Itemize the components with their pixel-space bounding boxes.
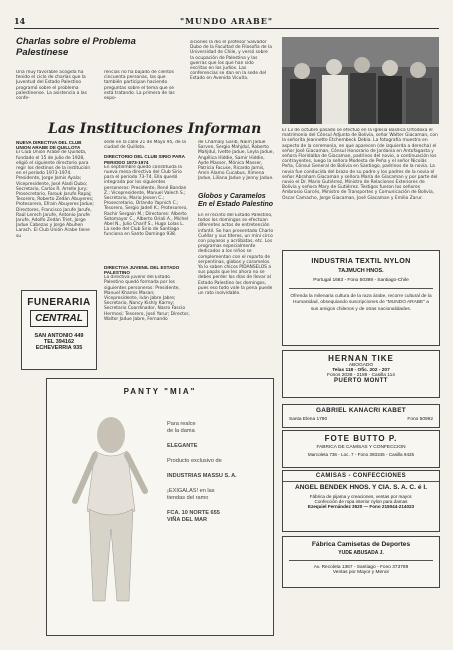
bendek-name: ANGEL BENDEK HNOS. Y CIA. S. A. C. é I.: [294, 484, 428, 491]
club-quillota-body-cont: sede en la calle 21 de Mayo 95, de la ciudad de Quillota.: [104, 140, 186, 151]
funeraria-name: FUNERARIA: [27, 297, 91, 308]
charlas-article: [16, 36, 272, 118]
fote-butto-ad: [282, 430, 440, 468]
club-sirio-body: En septiembre quedó constituida la nueva mesa directiva del Club Sirio para el período 73-74. Ella quedó integrada por los siguientes personeros: Presidente, René Bandan Z.; Vicepresidente, Manuel Valech S.; Secretario, Mario Jessen C.; Prosecretario, Orlando Yapnich C.; Tesorero, Sergio Jadell K.; Protesorero, Rachir Sergain M.; Directores: Alberto Sotomayor C., Alberto Oriali A., Michel Abel N., Julio Charif S., Hugo Lolas L. La sede del Club Sirio de Santiago funciona en Santo Domingo 938.: [104, 164, 189, 238]
panty-line-7: tiendas del ramo: [167, 495, 209, 501]
deportes-line-2: Ventas por Mayor y Menor: [332, 570, 390, 575]
funeraria-ad: [21, 290, 97, 370]
funeraria-address: SAN ANTONIO 449: [34, 333, 84, 339]
funeraria-subname: CENTRAL: [30, 310, 88, 327]
photo-caption: El 13 de octubre pasado se efectuó en la Iglesia Basílica Ortodoxa el matrimonio del Cónsul Adjunto de Bolivia, señor Walter Giacaman, con la señorita Jeannette Etchembeck Debia. La fotografía muestra en aspecto de la ceremonia, en que aparecen (de izquierda a derecha) el señor José Giacaman, Cónsul Honorario de Jordania en Antofagasta y señora Floridalba de Giacaman, padrinos del novio, a continuación los contrayentes, luego la señora Modesta de Peña y el señor Nicolás Peña, Cónsul General de Bolivia en Santiago, padrinos de la novia. La novia fue conducida del brazo de su padre y los padres de la novia el señor Abraham Giacaman y señora María de Giacaman y por parte del novio el Dr. Mario Gutiérrez, Ministro de Relaciones Exteriores de Bolivia y señora Mary de Gutiérrez. Testigos fueron los señores Ambrosio Garcés, Ministro de Transportes y Comunicación de Bolivia, Oscar Camacho, Jorge Giacaman, José Giacaman y Emilio Zarur.: [282, 128, 438, 201]
textil-nylon-ad: [282, 250, 440, 346]
page-number: 14: [14, 16, 26, 26]
tike-city: PUERTO MONTT: [334, 378, 388, 384]
panty-mia-ad: [46, 378, 274, 636]
club-sirio-heading: DIRECTORIO DEL CLUB SIRIO PARA PERIODO 1973-1974: [104, 154, 185, 165]
deportes-ad: [282, 536, 440, 588]
charlas-col2: rencias no ha bajado de cientos cincuenta personas, las que también participan haciendo preguntas sobre el tema que se está tratando. La primera de las expo-: [104, 70, 175, 102]
juvenil-members-cont: de Chamaly Garib, Naim Jadue Sarven, Sergio Mahjdul, Roberto Mahjdul, Ivette Jadue, Leyla Jadue, Angélica Hiddie, Samir Hiddie, Ayde Masser, Mónica Masser, Patricia Facuse, Ricardo Jamis, Amín Alamo Cucabus, Ximena Jadue, Liliana Jadue y Jenny Jadue.: [198, 140, 274, 182]
page-header: [14, 14, 439, 29]
charlas-col1: Una muy favorable acogida ha tenido el ciclo de charlas que la Juventud del Estado Palestino programó sobre el problema palestinense. La asistencia a las confe-: [16, 70, 87, 102]
deportes-divider: [289, 560, 433, 561]
globos-heading: Globos y Caramelos En el Estado Palestino: [198, 193, 274, 208]
deportes-line-1: Av. Recoleta 1367 - Santiago - Fono 373789: [313, 565, 409, 570]
camisas-title: CAMISAS - CONFECCIONES: [283, 473, 439, 482]
funeraria-phone: TEL 394162: [43, 339, 75, 345]
panty-line-1: Para realce: [167, 421, 196, 427]
hernan-tike-ad: [282, 350, 440, 398]
textil-title: INDUSTRIA TEXTIL NYLON: [311, 256, 411, 265]
deportes-subtitle: YUDE ABUSADA J.: [338, 550, 384, 556]
instituciones-col1: [16, 140, 96, 288]
tike-phone: Telas 118 - Ofic. 202 - 207: [332, 368, 390, 373]
panty-title: PANTY "MIA": [123, 387, 197, 396]
instituciones-title: Las Instituciones Informan: [48, 121, 262, 137]
panty-text: [167, 421, 271, 524]
tike-name: HERNAN TIKE: [328, 354, 394, 363]
instituciones-col2: [104, 140, 190, 380]
textil-address: Portugal 1683 - Fono 50398 - Santiago-Chile: [313, 278, 409, 283]
bendek-line-1: Fábrica de pijama y creaciones, ventas por mayor.: [309, 493, 413, 499]
tike-title: ABOGADO: [348, 363, 374, 368]
bendek-line-3: Ezequiel Fernández 3520 — Fono 215044-214023: [307, 503, 415, 509]
funeraria-address2: ECHEVERRIA 935: [35, 345, 83, 351]
fote-name: FOTE BUTTO P.: [324, 434, 398, 443]
wedding-photo: [282, 37, 439, 124]
fote-line-1: FABRICA DE CAMISAS Y CONFECCION: [316, 445, 406, 450]
panty-line-2: de la dama: [167, 428, 195, 434]
panty-line-8: FCA. 10 NORTE 655: [167, 510, 220, 516]
kanacri-ad: [282, 404, 440, 428]
textil-divider: [289, 288, 433, 289]
panty-line-6: ¡EXIGALAS! en las: [167, 488, 215, 494]
instituciones-col3: [198, 140, 276, 378]
club-quillota-body: El Club Unión Arabe de Quillota, fundado el 15 de julio de 1928, eligió el siguiente directorio para regir los destinos de la institución en el período 1973-1974. Presidente, Jorge Jamis Ayala; Vicepresidente, José Aladi Dubo; Secretario, Carlos R. Arrelle Jury; Prosecretario, Farouk Jarufe Rapaj; Tesorero, Roberto Zedán Abuyeres; Protesorero, Efraín Abuyeres Jadue; Directores, Francisco Jarufe Jarufe, Raúl Lerech Jarufe, Antonio Jarufe Jarufe, Adolfo Zedán Triet, Jorge Jadue Cabezas y Jorge Abuhen Larach. El Club Unión Arabe tiene su: [16, 150, 94, 239]
kanacri-name: GABRIEL KANACRI KABET: [316, 407, 406, 414]
directiva-juvenil-body: La directiva juvenil del Estado Palestino quedó formada por los siguientes personeros: Presidente, Manuel Khamis Masan; Vicepresidente, Iván Jabre Jabre; Secretario, Nancy Kishly Karmy; Secretario Coordinador, Nasro Fascio Hermosi; Tesorero, José Yarur; Director, Walter Jadue Jabre, Fernando: [104, 275, 190, 322]
kanacri-phone: Fono 50992: [407, 417, 433, 422]
deportes-title: Fábrica Camisetas de Deportes: [311, 541, 411, 548]
bendek-line-2: Confección de ropa interior nylon para damas: [314, 498, 408, 504]
panty-line-9: VIÑA DEL MAR: [167, 517, 208, 523]
globos-body: En el recinto del Estado Palestino, todos los domingos se efectúan diferentes actos de entretención infantil. Se han presentado Charlo Cuéllar y sus títeres, un mini circo con payasos y acróbatas, etc. Los programas especialmente dedicados a los niños se complementan con el reparto de serpentinas, globos y caramelos. Ya lo saben chicos PIDANSELOS a sus papás que les ahora no se debes perder los días de llevar al Estado Palestino los domingos, pues eso todo vale la pena puede un rato inolvidable.: [198, 213, 274, 297]
charlas-title: Charlas sobre el Problema Palestinese: [16, 36, 136, 58]
kanacri-address: Santa Elena 1780: [289, 417, 328, 422]
directiva-juvenil-heading: DIRECTIVA JUVENIL DEL ESTADO PALESTINO: [104, 264, 180, 276]
wedding-photo-image: [282, 37, 439, 124]
panty-line-5: INDUSTRIAS MASSU S. A.: [167, 473, 237, 479]
textil-greeting: Ofrenda la milenaria cultura de la raza árabe, recorre cultural de la Humanidad, obsequiando suscripciones de "MUNDO ARABE" a sus amigos chilenos y de otras nacionalidades.: [290, 294, 432, 312]
club-quillota-heading: NUEVA DIRECTIVA DEL CLUB UNION ARABE DE QUILLOTA: [16, 140, 82, 151]
model-illustration: [65, 411, 157, 611]
bendek-ad: [282, 470, 440, 532]
tike-fono: Fonos 2038 - 2188 - Casilla 114: [327, 373, 395, 378]
charlas-col3: siciones la dio el profesor Salvador Dubo de la Facultad de Filosofía de la Universidad de Chile, y versó sobre la ocupación de Palestina y las guerras que los que han sido escritas en los judíos. Las conferencias se dan en la sede del Estado en Avenida Vicuña.: [190, 40, 272, 82]
publication-title: "MUNDO ARABE": [179, 16, 274, 26]
fote-line-2: Marcoleta 736 - Loc. 7 - Fono 393345 - Casilla 9425: [307, 452, 415, 457]
panty-line-3: ELEGANTE: [167, 443, 198, 449]
panty-line-4: Producto exclusivo de: [167, 458, 222, 464]
textil-subtitle: TAJMUCH HNOS.: [338, 268, 384, 274]
